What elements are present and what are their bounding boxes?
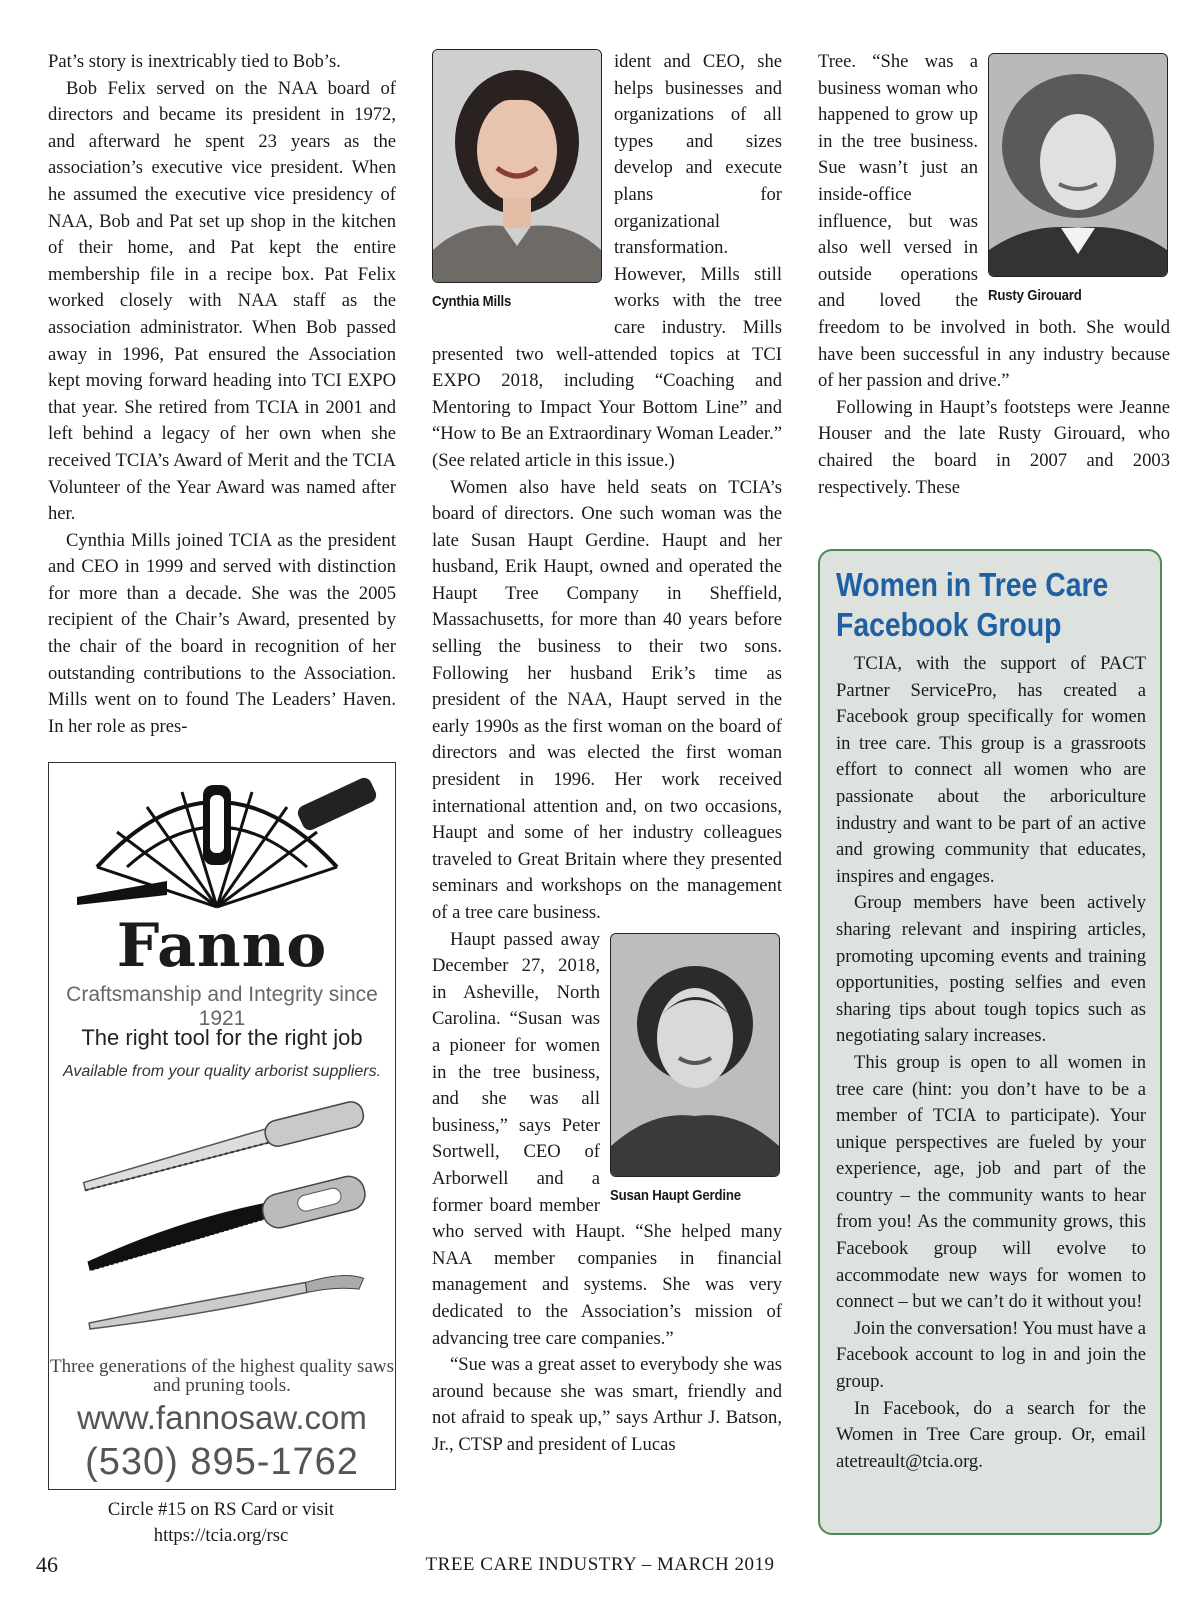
photo-caption: Cynthia Mills bbox=[432, 293, 512, 310]
ad-slogan: The right tool for the right job bbox=[81, 1025, 363, 1050]
ad-phone-number[interactable]: (530) 895-1762 bbox=[85, 1441, 359, 1483]
paragraph: Women also have held seats on TCIA’s board of directors. One such woman was the late Susan Haupt Gerdine. Haupt and her husband, Erik Haupt, owned and operated the Haupt Tree Company in Sheffield, Massachusetts, for more than 40 years before selling the business to their two sons. Following her husband Erik’s time as president of the NAA, Haupt served in the early 1990s as the first woman on the board of directors and was elected the first woman president in 1996. Her work received international attention and, on two occasions, Haupt and some of her industry colleagues traveled to Great Britain where they presented seminars and workshops on the management of a tree care business. bbox=[432, 476, 782, 923]
ad-brand-name: Fanno bbox=[116, 911, 328, 981]
fanno-advertisement[interactable] bbox=[48, 762, 396, 1490]
portrait-image bbox=[988, 53, 1168, 277]
ad-tagline: Craftsmanship and Integrity since 1921 bbox=[66, 983, 378, 1030]
paragraph bbox=[818, 49, 1170, 395]
ad-website-link[interactable]: www.fannosaw.com bbox=[77, 1399, 367, 1436]
portrait-icon bbox=[433, 50, 601, 282]
photo-rusty-girouard bbox=[988, 53, 1170, 305]
ad-generations-text: Three generations of the highest quality saws and pruning tools. bbox=[49, 1356, 394, 1396]
article-column-2 bbox=[432, 49, 782, 1458]
paragraph: This group is open to all women in tree care (hint: you don’t have to be a member of TCIA to participate). Your unique perspectives are fueled by your experience, age, job and part of the country – the community wants to hear from you! As the community grows, this Facebook group will evolve to accommodate new ways for women to connect – but we can’t do it without you! bbox=[836, 1051, 1146, 1313]
portrait-image bbox=[432, 49, 602, 283]
paragraph: Following in Haupt’s footsteps were Jeanne Houser and the late Rusty Girouard, who chaired the board in 2007 and 2003 respectively. These bbox=[818, 396, 1170, 498]
article-column-3 bbox=[818, 49, 1170, 501]
paragraph: Pat’s story is inextricably tied to Bob’s. bbox=[48, 51, 341, 72]
paragraph: Cynthia Mills joined TCIA as the president and CEO in 1999 and served with distinction for more than a decade. She was the 2005 recipient of the Chair’s Award, presented by the chair of the board in recognition of her outstanding contributions to the Association. Mills went on to found The Leaders’ Haven. In her role as pres- bbox=[48, 529, 396, 737]
fan-logo-icon bbox=[57, 777, 387, 917]
paragraph: TCIA, with the support of PACT Partner ServicePro, has created a Facebook group specifically for women in tree care. This group is a grassroots effort to connect all women who are passionate about the arboriculture industry and want to be part of an active and growing community that educates, inspires and engages. bbox=[836, 653, 1146, 887]
photo-caption: Susan Haupt Gerdine bbox=[610, 1186, 741, 1204]
article-column-1 bbox=[48, 49, 396, 740]
photo-susan-haupt-gerdine bbox=[610, 933, 782, 1205]
paragraph: In Facebook, do a search for the Women in Tree Care group. Or, email atetreault@tcia.org. bbox=[836, 1397, 1146, 1472]
publication-footer: TREE CARE INDUSTRY – MARCH 2019 bbox=[425, 1554, 775, 1575]
saws-image-icon bbox=[67, 1099, 377, 1339]
sidebar-box bbox=[818, 549, 1162, 1535]
photo-cynthia-mills bbox=[432, 49, 604, 311]
sidebar-title: Women in Tree Care Facebook Group bbox=[836, 566, 1109, 643]
paragraph: “Sue was a great asset to everybody she was around because she was smart, friendly and not afraid to speak up,” says Arthur J. Batson, Jr., CTSP and president of Lucas bbox=[432, 1354, 782, 1455]
paragraph: Group members have been actively sharing relevant and inspiring articles, promoting upcoming events and training opportunities, posting selfies and even sharing tips about tough topics such as negotiating salary increases. bbox=[836, 892, 1146, 1047]
portrait-icon bbox=[611, 934, 779, 1176]
paragraph-text: Tree. “She was a business woman who happened to grow up in the tree business. Sue wasn’t just an inside-office influence, but was also well versed in outside operations and loved the freedom to be involved in both. She would have been successful in any industry because of her passion and drive.” bbox=[818, 51, 1170, 392]
photo-caption: Rusty Girouard bbox=[988, 287, 1082, 304]
ad-reader-service-note: Circle #15 on RS Card or visit https://tcia.org/rsc bbox=[107, 1499, 335, 1546]
portrait-icon bbox=[989, 54, 1167, 276]
sidebar-body bbox=[836, 651, 1146, 1475]
paragraph: Join the conversation! You must have a Facebook account to log in and join the group. bbox=[836, 1317, 1146, 1393]
portrait-image bbox=[610, 933, 780, 1177]
paragraph: Haupt passed away December 27, 2018, in Asheville, North Carolina. “Susan was a pioneer for women in the tree business, and she was all business,” says Peter Sortwell, CEO of Arborwell and a former board member who served with Haupt. “She helped many NAA member companies in financial management and systems. She was very dedicated to the Association’s mission of advancing tree care companies.” bbox=[432, 928, 782, 1349]
ad-availability: Available from your quality arborist suppliers. bbox=[62, 1063, 382, 1080]
paragraph: Bob Felix served on the NAA board of directors and became its president in 1972, and afterward he spent 23 years as the association’s executive vice president. When he assumed the executive vice presidency of NAA, Bob and Pat set up shop in the kitchen of their home, and Pat kept the entire membership file in a recipe box. Pat Felix worked closely with NAA staff as the association administrator. When Bob passed away in 1996, Pat ensured the Association kept moving forward heading into TCI EXPO that year. She retired from TCIA in 2001 and left behind a legacy of her own when she received TCIA’s Award of Merit and the TCIA Volunteer of the Year Award was named after her. bbox=[48, 77, 396, 525]
page-number: 46 bbox=[36, 1552, 58, 1577]
paragraph: ident and CEO, she helps businesses and organizations of all types and sizes develop and execute plans for organizational transformation. However, Mills still works with the tree care industry. Mills presented two well-attended topics at TCI EXPO 2018, including “Coaching and Mentoring to Impact Your Bottom Line” and “How to Be an Extraordinary Woman Leader.” (See related article in this issue.) bbox=[432, 51, 782, 471]
